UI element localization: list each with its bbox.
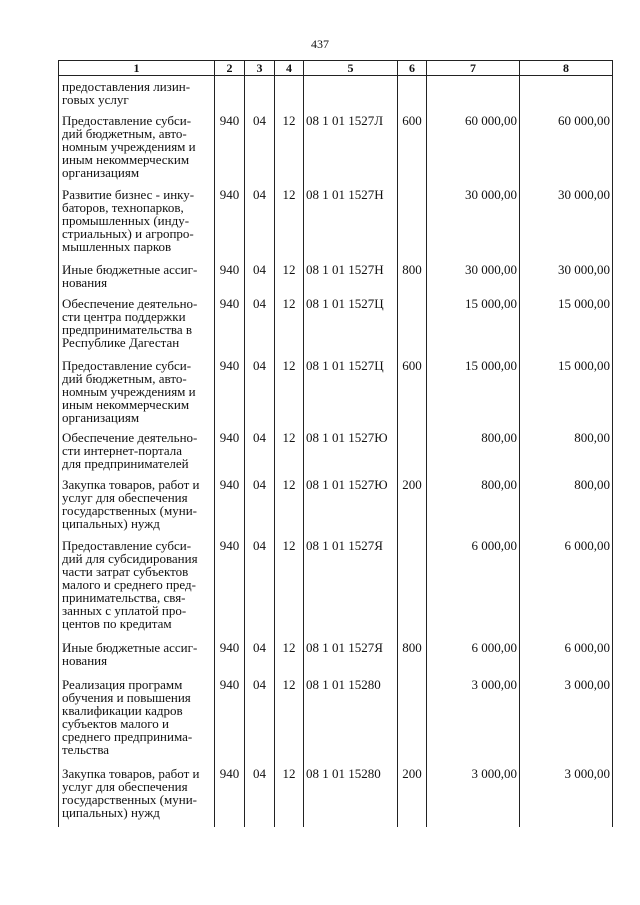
row-name-line: организациям	[62, 164, 140, 180]
amount-cell-col8: 800,00	[520, 429, 613, 476]
table-row	[59, 476, 613, 537]
ministry-code-cell: 940	[215, 476, 245, 537]
ministry-code-cell: 940	[215, 186, 245, 261]
table-row	[59, 76, 613, 112]
row-name-cell	[59, 676, 215, 765]
row-name-line: среднего предпринима-	[62, 728, 193, 744]
subsection-code-cell: 12	[275, 676, 304, 765]
amount-cell-col8: 800,00	[520, 476, 613, 537]
row-name-line: Предоставление субси-	[62, 537, 192, 553]
amount-cell-col7: 30 000,00	[427, 186, 520, 261]
expense-type-cell: 200	[398, 476, 427, 537]
row-name-line: тельства	[62, 741, 110, 757]
row-name-line: субъектов малого и	[62, 715, 169, 731]
amount-cell-col7: 3 000,00	[427, 765, 520, 827]
ministry-code-cell: 940	[215, 676, 245, 765]
budget-table	[58, 60, 613, 827]
row-name-line: Иные бюджетные ассиг-	[62, 261, 198, 277]
section-code-cell: 04	[245, 765, 275, 827]
subsection-code-cell: 12	[275, 537, 304, 639]
row-name-cell	[59, 537, 215, 639]
amount-cell-col8: 3 000,00	[520, 765, 613, 827]
amount-cell-col7: 800,00	[427, 429, 520, 476]
amount-cell-col8: 15 000,00	[520, 357, 613, 429]
target-article-cell: 08 1 01 1527Я	[304, 537, 398, 639]
page-number: 437	[311, 37, 329, 51]
row-name-line: иным некоммерческим	[62, 151, 190, 167]
section-code-cell: 04	[245, 112, 275, 186]
table-row	[59, 639, 613, 676]
target-article-cell: 08 1 01 1527Ц	[304, 295, 398, 357]
table-row	[59, 765, 613, 827]
section-code-cell: 04	[245, 676, 275, 765]
column-header: 3	[245, 61, 275, 76]
expense-type-cell	[398, 295, 427, 357]
row-name-line: услуг для обеспечения	[62, 489, 188, 505]
row-name-cell	[59, 357, 215, 429]
section-code-cell: 04	[245, 295, 275, 357]
ministry-code-cell	[215, 76, 245, 112]
row-name-cell	[59, 476, 215, 537]
table-row	[59, 295, 613, 357]
row-name-line: сти интернет-портала	[62, 442, 183, 458]
row-name-line: номным учреждениям и	[62, 383, 196, 399]
amount-cell-col8	[520, 76, 613, 112]
column-header: 4	[275, 61, 304, 76]
row-name-line: квалификации кадров	[62, 702, 183, 718]
expense-type-cell	[398, 186, 427, 261]
target-article-cell: 08 1 01 1527Н	[304, 186, 398, 261]
row-name-line: обучения и повышения	[62, 689, 191, 705]
ministry-code-cell: 940	[215, 639, 245, 676]
section-code-cell	[245, 76, 275, 112]
row-name-line: баторов, технопарков,	[62, 199, 184, 215]
subsection-code-cell: 12	[275, 765, 304, 827]
row-name-line: государственных (муни-	[62, 791, 197, 807]
table-row	[59, 261, 613, 295]
target-article-cell: 08 1 01 1527Н	[304, 261, 398, 295]
amount-cell-col8: 15 000,00	[520, 295, 613, 357]
column-header: 7	[427, 61, 520, 76]
row-name-line: Обеспечение деятельно-	[62, 429, 198, 445]
row-name-line: принимательства, свя-	[62, 589, 186, 605]
column-header: 5	[304, 61, 398, 76]
row-name-line: организациям	[62, 409, 140, 425]
row-name-line: номным учреждениям и	[62, 138, 196, 154]
row-name-line: нования	[62, 274, 108, 290]
row-name-line: дий бюджетным, авто-	[62, 125, 187, 141]
row-name-line: малого и среднего пред-	[62, 576, 196, 592]
target-article-cell: 08 1 01 15280	[304, 765, 398, 827]
row-name-cell	[59, 261, 215, 295]
row-name-line: Иные бюджетные ассиг-	[62, 639, 198, 655]
section-code-cell: 04	[245, 186, 275, 261]
ministry-code-cell: 940	[215, 357, 245, 429]
amount-cell-col7: 30 000,00	[427, 261, 520, 295]
amount-cell-col7: 800,00	[427, 476, 520, 537]
amount-cell-col7: 3 000,00	[427, 676, 520, 765]
table-row	[59, 357, 613, 429]
section-code-cell: 04	[245, 537, 275, 639]
amount-cell-col7: 15 000,00	[427, 295, 520, 357]
expense-type-cell	[398, 676, 427, 765]
row-name-line: промышленных (инду-	[62, 212, 190, 228]
row-name-cell	[59, 186, 215, 261]
column-header: 2	[215, 61, 245, 76]
row-name-line: предоставления лизин-	[62, 79, 191, 94]
row-name-line: Предоставление субси-	[62, 112, 192, 128]
amount-cell-col7: 6 000,00	[427, 537, 520, 639]
expense-type-cell	[398, 537, 427, 639]
section-code-cell: 04	[245, 261, 275, 295]
target-article-cell	[304, 76, 398, 112]
row-name-line: Закупка товаров, работ и	[62, 765, 200, 781]
row-name-line: Закупка товаров, работ и	[62, 476, 200, 492]
target-article-cell: 08 1 01 1527Я	[304, 639, 398, 676]
subsection-code-cell: 12	[275, 261, 304, 295]
amount-cell-col7: 15 000,00	[427, 357, 520, 429]
row-name-line: занных с уплатой про-	[62, 602, 187, 618]
table-body	[59, 76, 613, 827]
amount-cell-col8: 6 000,00	[520, 537, 613, 639]
expense-type-cell: 600	[398, 357, 427, 429]
table-row	[59, 186, 613, 261]
section-code-cell: 04	[245, 429, 275, 476]
column-header: 8	[520, 61, 613, 76]
row-name-line: предпринимательства в	[62, 321, 193, 337]
column-header: 1	[59, 61, 215, 76]
row-name-cell	[59, 765, 215, 827]
ministry-code-cell: 940	[215, 537, 245, 639]
row-name-line: Обеспечение деятельно-	[62, 295, 198, 311]
amount-cell-col8: 3 000,00	[520, 676, 613, 765]
row-name-cell	[59, 295, 215, 357]
row-name-line: сти центра поддержки	[62, 308, 186, 324]
amount-cell-col7: 6 000,00	[427, 639, 520, 676]
amount-cell-col8: 30 000,00	[520, 261, 613, 295]
expense-type-cell	[398, 76, 427, 112]
row-name-line: Реализация программ	[62, 676, 183, 692]
table-row	[59, 429, 613, 476]
table-row	[59, 537, 613, 639]
column-header: 6	[398, 61, 427, 76]
ministry-code-cell: 940	[215, 112, 245, 186]
row-name-line: услуг для обеспечения	[62, 778, 188, 794]
ministry-code-cell: 940	[215, 765, 245, 827]
expense-type-cell: 800	[398, 261, 427, 295]
amount-cell-col8: 6 000,00	[520, 639, 613, 676]
expense-type-cell	[398, 429, 427, 476]
subsection-code-cell: 12	[275, 186, 304, 261]
ministry-code-cell: 940	[215, 261, 245, 295]
row-name-line: ципальных) нужд	[62, 804, 160, 820]
expense-type-cell: 200	[398, 765, 427, 827]
ministry-code-cell: 940	[215, 295, 245, 357]
row-name-cell	[59, 639, 215, 676]
subsection-code-cell: 12	[275, 476, 304, 537]
expense-type-cell: 600	[398, 112, 427, 186]
row-name-line: ципальных) нужд	[62, 515, 160, 531]
row-name-line: части затрат субъектов	[62, 563, 189, 579]
amount-cell-col8: 60 000,00	[520, 112, 613, 186]
section-code-cell: 04	[245, 357, 275, 429]
expense-type-cell: 800	[398, 639, 427, 676]
subsection-code-cell: 12	[275, 639, 304, 676]
section-code-cell: 04	[245, 639, 275, 676]
row-name-line: Предоставление субси-	[62, 357, 192, 373]
table-row	[59, 112, 613, 186]
row-name-line: нования	[62, 652, 108, 668]
amount-cell-col7	[427, 76, 520, 112]
section-code-cell: 04	[245, 476, 275, 537]
target-article-cell: 08 1 01 15280	[304, 676, 398, 765]
subsection-code-cell: 12	[275, 429, 304, 476]
table-row	[59, 676, 613, 765]
amount-cell-col7: 60 000,00	[427, 112, 520, 186]
row-name-line: дий для субсидирования	[62, 550, 198, 566]
target-article-cell: 08 1 01 1527Ц	[304, 357, 398, 429]
target-article-cell: 08 1 01 1527Ю	[304, 476, 398, 537]
row-name-line: говых услуг	[62, 92, 129, 107]
row-name-line: Республике Дагестан	[62, 334, 180, 350]
row-name-line: мышленных парков	[62, 238, 172, 254]
header-row	[59, 61, 613, 76]
target-article-cell: 08 1 01 1527Ю	[304, 429, 398, 476]
row-name-line: стриальных) и агропро-	[62, 225, 194, 241]
row-name-line: иным некоммерческим	[62, 396, 190, 412]
amount-cell-col8: 30 000,00	[520, 186, 613, 261]
subsection-code-cell	[275, 76, 304, 112]
row-name-cell	[59, 112, 215, 186]
subsection-code-cell: 12	[275, 295, 304, 357]
ministry-code-cell: 940	[215, 429, 245, 476]
row-name-line: для предпринимателей	[62, 455, 189, 471]
row-name-line: Развитие бизнес - инку-	[62, 186, 195, 202]
subsection-code-cell: 12	[275, 112, 304, 186]
target-article-cell: 08 1 01 1527Л	[304, 112, 398, 186]
subsection-code-cell: 12	[275, 357, 304, 429]
row-name-line: дий бюджетным, авто-	[62, 370, 187, 386]
row-name-cell	[59, 429, 215, 476]
row-name-line: центов по кредитам	[62, 615, 172, 631]
row-name-line: государственных (муни-	[62, 502, 197, 518]
row-name-cell	[59, 76, 215, 112]
